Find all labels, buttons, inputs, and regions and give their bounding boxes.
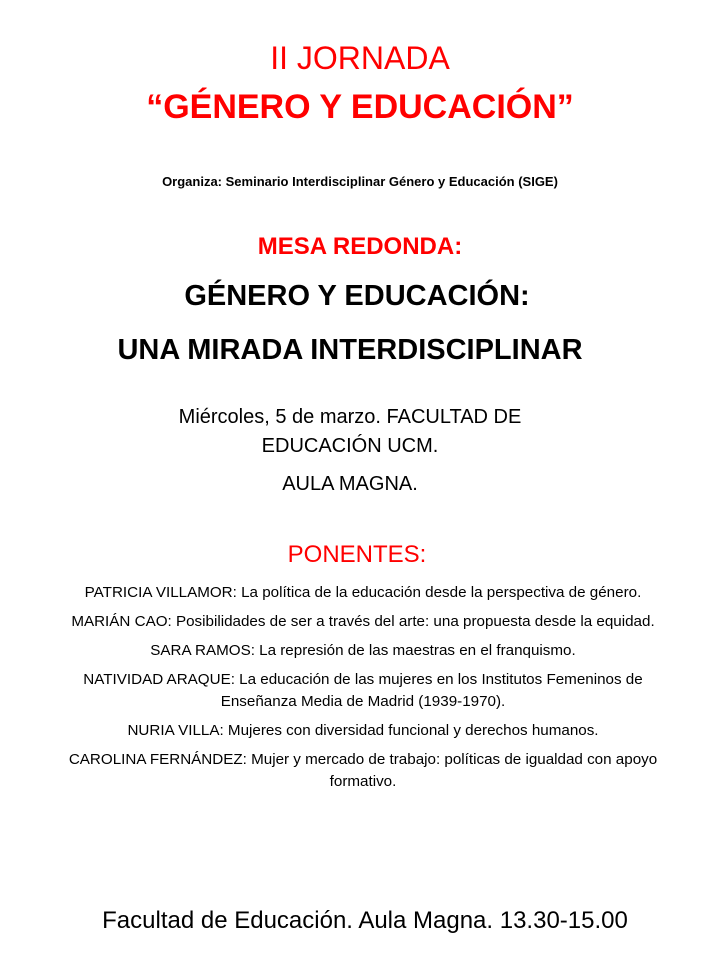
speaker-item: NATIVIDAD ARAQUE: La educación de las mujeres en los Institutos Femeninos de Enseñanza Media de Madrid (1939-1970).	[83, 671, 643, 710]
event-title: “GÉNERO Y EDUCACIÓN”	[146, 88, 574, 126]
date-line-2: EDUCACIÓN UCM.	[261, 435, 439, 457]
venue-line: AULA MAGNA.	[282, 473, 418, 495]
jornada-title: II JORNADA	[270, 40, 450, 76]
speakers-title: PONENTES:	[287, 541, 427, 568]
round-table-topic-line2: UNA MIRADA INTERDISCIPLINAR	[117, 334, 583, 366]
round-table-topic-line1: GÉNERO Y EDUCACIÓN:	[184, 280, 530, 312]
organizer-line: Organiza: Seminario Interdisciplinar Género y Educación (SIGE)	[162, 174, 558, 189]
speaker-item: MARIÁN CAO: Posibilidades de ser a través del arte: una propuesta desde la equidad.	[71, 613, 655, 630]
speakers-list	[68, 582, 658, 800]
footer-venue-time: Facultad de Educación. Aula Magna. 13.30-15.00	[102, 907, 628, 934]
speaker-item: NURIA VILLA: Mujeres con diversidad funcional y derechos humanos.	[127, 722, 599, 739]
round-table-label: MESA REDONDA:	[257, 233, 463, 260]
date-line-1: Miércoles, 5 de marzo. FACULTAD DE	[178, 406, 522, 428]
schedule-block	[120, 403, 580, 499]
speaker-item: SARA RAMOS: La represión de las maestras en el franquismo.	[150, 642, 576, 659]
speaker-item: PATRICIA VILLAMOR: La política de la educación desde la perspectiva de género.	[84, 584, 642, 601]
speaker-item: CAROLINA FERNÁNDEZ: Mujer y mercado de trabajo: políticas de igualdad con apoyo formativo.	[68, 751, 658, 790]
